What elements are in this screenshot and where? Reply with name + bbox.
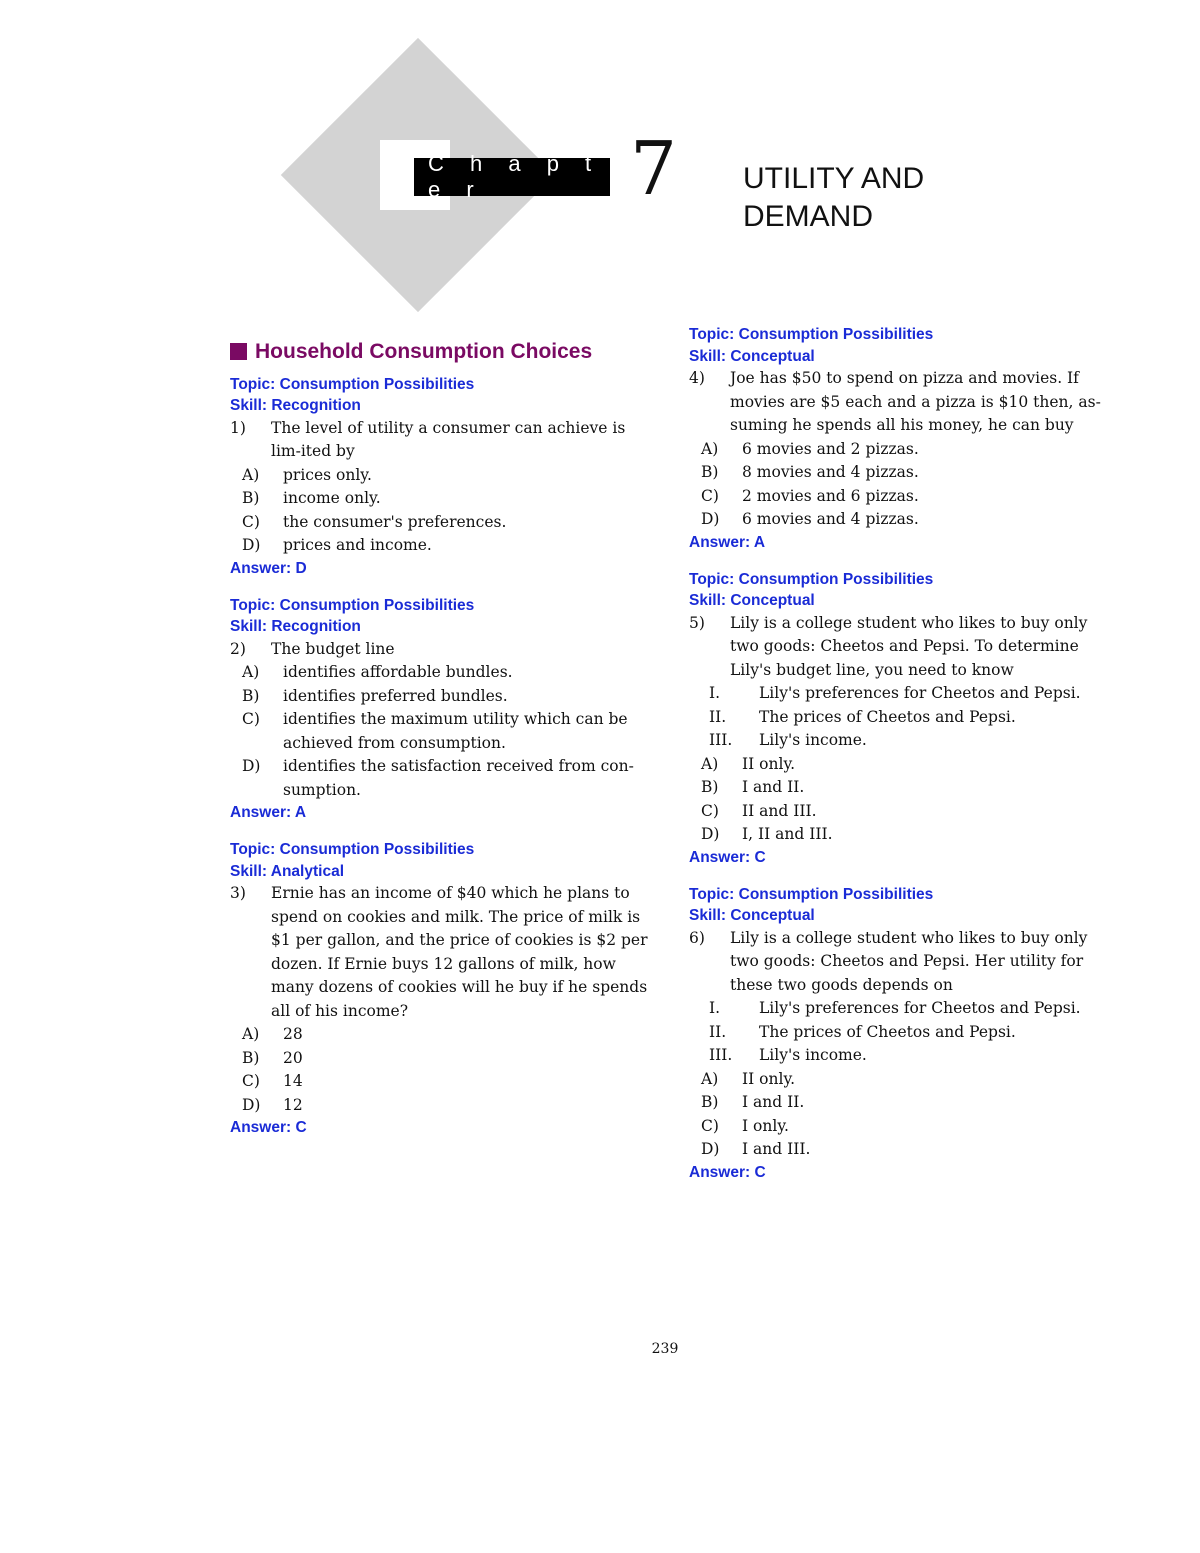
question-topic: Topic: Consumption Possibilities [230, 375, 475, 393]
question-block [689, 324, 1119, 554]
roman-text: Lily's preferences for Cheetos and Pepsi. [759, 684, 1081, 702]
option-label: B) [701, 1093, 719, 1111]
option-text: the consumer's preferences. [283, 512, 507, 531]
answer-key: Answer: D [230, 559, 307, 577]
answer-option [689, 1068, 1119, 1092]
question-block [689, 884, 1119, 1184]
option-label: A) [701, 439, 719, 458]
answer-option [689, 461, 1119, 485]
roman-statement [689, 706, 1119, 730]
option-text: identifies the maximum utility which can be achieved from consumption. [283, 710, 628, 752]
question-topic: Topic: Consumption Possibilities [230, 841, 475, 858]
answer-option [689, 800, 1119, 824]
roman-label: II. [709, 1022, 727, 1041]
option-text: I and II. [742, 1093, 805, 1111]
question-text: Ernie has an income of $40 which he plans to spend on cookies and milk. The price of milk is $1 per gallon, and the price of cookies is $2 per dozen. If Ernie buys 12 gallons of milk, how many dozens of cookies will he buy if he spends all of his income? [271, 884, 648, 1020]
roman-label: I. [709, 684, 721, 702]
option-label: A) [242, 663, 260, 681]
question-block [230, 839, 650, 1139]
question-skill: Skill: Analytical [230, 862, 344, 880]
chapter-title-line2: DEMAND [743, 200, 874, 233]
option-text: income only. [283, 489, 381, 507]
roman-statement [689, 682, 1119, 706]
option-text: I, II and III. [742, 825, 833, 843]
option-label: C) [242, 512, 260, 531]
question-topic: Topic: Consumption Possibilities [230, 596, 475, 614]
left-question-list [230, 374, 650, 1140]
answer-option [230, 487, 650, 511]
question-stem [230, 417, 650, 464]
question-number: 1) [230, 418, 246, 437]
answer-option [689, 1091, 1119, 1115]
roman-label: I. [709, 999, 721, 1017]
option-label: B) [242, 489, 260, 507]
answer-option [230, 685, 650, 709]
answer-option [689, 485, 1119, 509]
option-text: prices only. [283, 465, 372, 484]
right-question-list [689, 324, 1119, 1184]
question-stem [689, 612, 1119, 683]
answer-option [689, 438, 1119, 462]
roman-text: Lily's preferences for Cheetos and Pepsi. [759, 999, 1081, 1017]
option-label: D) [701, 510, 720, 528]
option-text: I and II. [742, 778, 805, 796]
answer-option [230, 1094, 650, 1118]
answer-option [230, 1023, 650, 1047]
square-bullet-icon [230, 343, 247, 360]
option-text: II only. [742, 1069, 796, 1088]
section-title: Household Consumption Choices [255, 340, 593, 363]
option-label: D) [701, 825, 720, 843]
chapter-title [743, 160, 1043, 236]
option-label: B) [701, 778, 719, 796]
question-text: Joe has $50 to spend on pizza and movies. If movies are $5 each and a pizza is $10 then, as-suming he spends all his money, he can buy [730, 369, 1101, 434]
roman-text: The prices of Cheetos and Pepsi. [759, 707, 1016, 726]
option-text: 8 movies and 4 pizzas. [742, 463, 919, 481]
question-text: Lily is a college student who likes to buy only two goods: Cheetos and Pepsi. To determine Lily's budget line, you need to know [730, 613, 1088, 679]
question-skill: Skill: Conceptual [689, 592, 815, 609]
option-text: identifies affordable bundles. [283, 663, 513, 681]
answer-option [230, 661, 650, 685]
question-number: 3) [230, 884, 246, 902]
option-text: 6 movies and 2 pizzas. [742, 439, 919, 458]
question-block [230, 595, 650, 825]
option-label: C) [701, 486, 719, 505]
option-label: A) [242, 465, 260, 484]
answer-key: Answer: C [689, 848, 766, 866]
question-skill: Skill: Recognition [230, 618, 361, 635]
answer-option [230, 1070, 650, 1094]
option-label: C) [242, 1072, 260, 1090]
option-text: II only. [742, 754, 796, 773]
question-number: 6) [689, 928, 705, 947]
question-text: Lily is a college student who likes to buy only two goods: Cheetos and Pepsi. Her utility for these two goods depends on [730, 928, 1088, 994]
page-number: 239 [651, 1341, 679, 1357]
question-skill: Skill: Conceptual [689, 347, 815, 365]
question-stem [230, 638, 650, 662]
answer-option [230, 755, 650, 802]
answer-key: Answer: C [230, 1119, 307, 1136]
question-stem [689, 367, 1119, 438]
option-text: I only. [742, 1116, 789, 1135]
roman-text: The prices of Cheetos and Pepsi. [759, 1022, 1016, 1041]
answer-key: Answer: C [689, 1163, 766, 1181]
chapter-label: C h a p t e r [414, 158, 610, 196]
answer-option [230, 1047, 650, 1071]
option-text: 2 movies and 6 pizzas. [742, 486, 919, 505]
chapter-number: 7 [630, 126, 678, 212]
option-label: D) [701, 1140, 720, 1158]
question-text: The budget line [271, 639, 395, 658]
option-text: II and III. [742, 801, 817, 820]
answer-option [689, 1138, 1119, 1162]
option-text: I and III. [742, 1140, 811, 1158]
roman-statement [689, 997, 1119, 1021]
answer-option [689, 823, 1119, 847]
question-number: 4) [689, 369, 705, 387]
question-text: The level of utility a consumer can achieve is lim-ited by [271, 418, 626, 460]
roman-label: II. [709, 707, 727, 726]
option-label: C) [701, 1116, 719, 1135]
question-skill: Skill: Conceptual [689, 907, 815, 924]
question-topic: Topic: Consumption Possibilities [689, 326, 934, 343]
chapter-title-line1: UTILITY AND [743, 162, 925, 195]
option-label: D) [242, 536, 261, 554]
option-label: A) [701, 754, 719, 773]
roman-statement [689, 1021, 1119, 1045]
roman-label: III. [709, 1046, 733, 1064]
answer-option [689, 753, 1119, 777]
option-text: prices and income. [283, 536, 432, 554]
question-topic: Topic: Consumption Possibilities [689, 570, 934, 588]
question-number: 5) [689, 613, 705, 632]
option-label: D) [242, 1095, 261, 1114]
option-label: B) [242, 1048, 260, 1067]
left-column [230, 340, 650, 1154]
answer-option [230, 708, 650, 755]
answer-option [230, 464, 650, 488]
option-text: 14 [283, 1072, 303, 1090]
answer-key: Answer: A [230, 804, 307, 821]
option-label: A) [242, 1025, 260, 1043]
option-label: A) [701, 1069, 719, 1088]
option-text: identifies the satisfaction received from con-sumption. [283, 757, 634, 799]
answer-option [230, 511, 650, 535]
question-stem [230, 882, 650, 1023]
answer-option [689, 508, 1119, 532]
right-column [689, 324, 1119, 1199]
answer-option [689, 1115, 1119, 1139]
roman-statement [689, 1044, 1119, 1068]
option-text: 6 movies and 4 pizzas. [742, 510, 919, 528]
option-text: identifies preferred bundles. [283, 686, 508, 705]
question-skill: Skill: Recognition [230, 397, 361, 414]
roman-text: Lily's income. [759, 731, 867, 749]
question-stem [689, 927, 1119, 998]
option-label: B) [701, 463, 719, 481]
option-text: 20 [283, 1048, 303, 1067]
option-label: B) [242, 686, 260, 705]
option-text: 28 [283, 1025, 303, 1043]
option-label: D) [242, 757, 261, 775]
question-block [230, 374, 650, 580]
section-heading [230, 340, 650, 364]
roman-label: III. [709, 731, 733, 749]
option-label: C) [242, 710, 260, 728]
roman-text: Lily's income. [759, 1046, 867, 1064]
question-topic: Topic: Consumption Possibilities [689, 885, 934, 903]
roman-statement [689, 729, 1119, 753]
answer-option [689, 776, 1119, 800]
answer-key: Answer: A [689, 533, 766, 551]
option-label: C) [701, 801, 719, 820]
answer-option [230, 534, 650, 558]
option-text: 12 [283, 1095, 303, 1114]
question-block [689, 569, 1119, 869]
question-number: 2) [230, 639, 246, 658]
